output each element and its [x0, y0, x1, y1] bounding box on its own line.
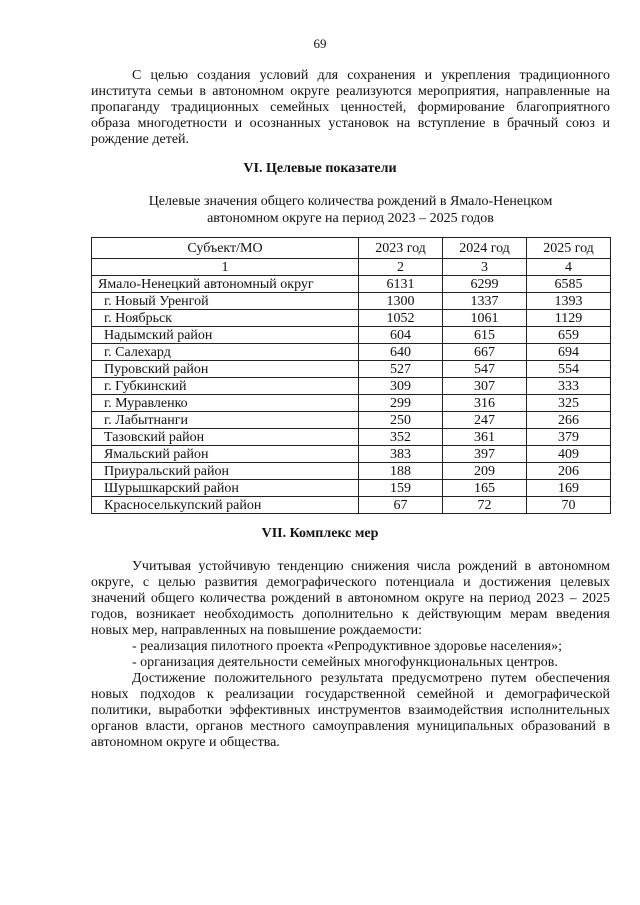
value-2024-cell: 316	[443, 395, 527, 412]
value-2025-cell: 1129	[527, 310, 611, 327]
value-2023-cell: 188	[359, 463, 443, 480]
intro-section	[91, 68, 610, 148]
row-name-cell: г. Губкинский	[92, 378, 359, 395]
value-2024-cell: 1061	[443, 310, 527, 327]
table-index-row	[92, 259, 611, 276]
value-2023-cell: 250	[359, 412, 443, 429]
table-body	[92, 259, 611, 514]
header-2024: 2024 год	[443, 238, 527, 259]
value-2025-cell: 266	[527, 412, 611, 429]
row-name-cell: г. Салехард	[92, 344, 359, 361]
header-2023: 2023 год	[359, 238, 443, 259]
section-7-paragraph-1: Учитывая устойчивую тенденцию снижения числа рождений в автономном округе, с целью развития демографического потенциала и достижения целевых значений общего количества рождений в автономном округе на период 2023 – 2025 годов, возникает необходимость дополнительно к действующим мерам введения новых мер, направленных на повышение рождаемости:	[91, 559, 610, 638]
value-2024-cell: 547	[443, 361, 527, 378]
row-name-cell: г. Ноябрьск	[92, 310, 359, 327]
value-2023-cell: 352	[359, 429, 443, 446]
row-name-cell: г. Муравленко	[92, 395, 359, 412]
row-name-cell: Пуровский район	[92, 361, 359, 378]
value-2025-cell: 694	[527, 344, 611, 361]
value-2023-cell: 159	[359, 480, 443, 497]
header-subject: Субъект/МО	[92, 238, 359, 259]
value-2024-cell: 307	[443, 378, 527, 395]
table-row	[92, 412, 611, 429]
value-2023-cell: 1052	[359, 310, 443, 327]
table-caption-line-1: Целевые значения общего количества рождений в Ямало-Ненецком	[148, 194, 553, 209]
table-row	[92, 429, 611, 446]
section-7-paragraph-2: Достижение положительного результата предусмотрено путем обеспечения новых подходов к реализации государственной семейной и демографической политики, выработки эффективных инструментов взаимодействия исполнительных органов власти, органов местного самоуправления муниципальных образований в автономном округе и общества.	[91, 671, 610, 750]
value-2025-cell: 325	[527, 395, 611, 412]
birth-targets-table	[91, 237, 611, 514]
value-2024-cell: 397	[443, 446, 527, 463]
row-name-cell: Ямальский район	[92, 446, 359, 463]
value-2024-cell: 1337	[443, 293, 527, 310]
table-row	[92, 293, 611, 310]
header-2025: 2025 год	[527, 238, 611, 259]
value-2024-cell: 667	[443, 344, 527, 361]
value-2023-cell: 6131	[359, 276, 443, 293]
value-2024-cell: 6299	[443, 276, 527, 293]
index-cell: 1	[92, 259, 359, 276]
row-name-cell: Приуральский район	[92, 463, 359, 480]
intro-paragraph: С целью создания условий для сохранения и укрепления традиционного института семьи в автономном округе реализуются мероприятия, направленные на пропаганду традиционных семейных ценностей, формирование благоприятного образа многодетности и осознанных установок на вступление в брачный союз и рождение детей.	[91, 68, 610, 147]
value-2024-cell: 72	[443, 497, 527, 514]
table-caption	[91, 193, 610, 227]
measure-item-1: - реализация пилотного проекта «Репродуктивное здоровье населения»;	[132, 639, 562, 654]
value-2025-cell: 659	[527, 327, 611, 344]
value-2023-cell: 527	[359, 361, 443, 378]
row-name-cell: г. Лабытнанги	[92, 412, 359, 429]
value-2025-cell: 379	[527, 429, 611, 446]
section-7-body	[91, 559, 610, 751]
section-6-title: VI. Целевые показатели	[243, 161, 397, 176]
section-7-title: VII. Комплекс мер	[261, 526, 379, 541]
value-2024-cell: 209	[443, 463, 527, 480]
value-2025-cell: 1393	[527, 293, 611, 310]
value-2025-cell: 6585	[527, 276, 611, 293]
table-row	[92, 395, 611, 412]
measure-item-2: - организация деятельности семейных многофункциональных центров.	[132, 655, 558, 670]
value-2024-cell: 247	[443, 412, 527, 429]
row-name-cell: Красноселькупский район	[92, 497, 359, 514]
value-2025-cell: 70	[527, 497, 611, 514]
value-2024-cell: 165	[443, 480, 527, 497]
index-cell: 2	[359, 259, 443, 276]
table-row	[92, 497, 611, 514]
row-name-cell: г. Новый Уренгой	[92, 293, 359, 310]
value-2023-cell: 309	[359, 378, 443, 395]
table-row	[92, 310, 611, 327]
value-2023-cell: 604	[359, 327, 443, 344]
table-caption-line-2: автономном округе на период 2023 – 2025 годов	[207, 211, 494, 226]
table-row	[92, 361, 611, 378]
value-2024-cell: 615	[443, 327, 527, 344]
row-name-cell: Надымский район	[92, 327, 359, 344]
table-row	[92, 344, 611, 361]
table-header-row	[92, 238, 611, 259]
value-2025-cell: 554	[527, 361, 611, 378]
table-row	[92, 446, 611, 463]
table-row	[92, 463, 611, 480]
value-2023-cell: 299	[359, 395, 443, 412]
value-2025-cell: 409	[527, 446, 611, 463]
index-cell: 3	[443, 259, 527, 276]
value-2023-cell: 383	[359, 446, 443, 463]
value-2023-cell: 1300	[359, 293, 443, 310]
row-name-cell: Ямало-Ненецкий автономный округ	[92, 276, 359, 293]
value-2023-cell: 640	[359, 344, 443, 361]
index-cell: 4	[527, 259, 611, 276]
value-2025-cell: 206	[527, 463, 611, 480]
table-row	[92, 378, 611, 395]
value-2023-cell: 67	[359, 497, 443, 514]
row-name-cell: Тазовский район	[92, 429, 359, 446]
value-2025-cell: 333	[527, 378, 611, 395]
row-name-cell: Шурышкарский район	[92, 480, 359, 497]
table-row	[92, 480, 611, 497]
table-row	[92, 327, 611, 344]
page-number: 69	[313, 36, 327, 51]
value-2024-cell: 361	[443, 429, 527, 446]
value-2025-cell: 169	[527, 480, 611, 497]
table-row	[92, 276, 611, 293]
